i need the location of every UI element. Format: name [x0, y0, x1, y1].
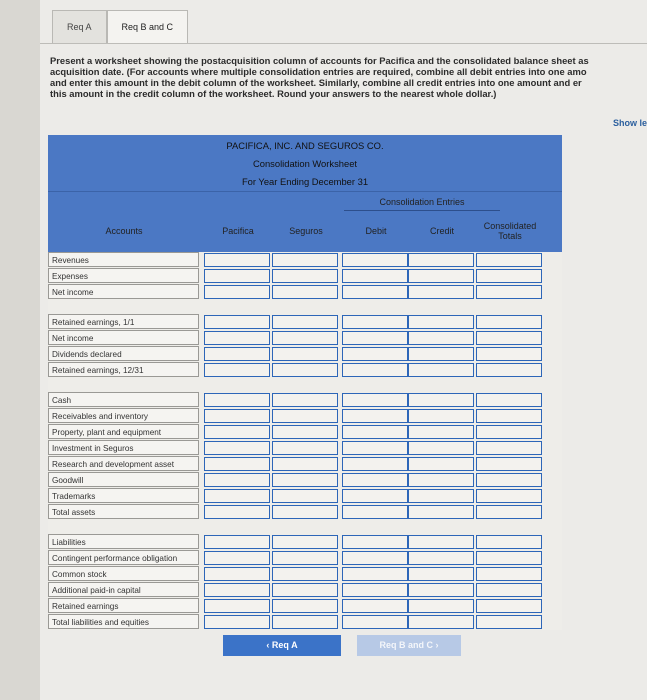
seguros-input[interactable]	[272, 615, 338, 629]
pacifica-input[interactable]	[204, 347, 270, 361]
debit-input[interactable]	[342, 393, 408, 407]
worksheet-subtitle: Consolidation Worksheet	[252, 158, 358, 169]
seguros-input[interactable]	[272, 285, 338, 299]
pacifica-input[interactable]	[204, 551, 270, 565]
credit-input[interactable]	[408, 315, 474, 329]
seguros-input[interactable]	[272, 599, 338, 613]
pacifica-input[interactable]	[204, 489, 270, 503]
pacifica-input[interactable]	[204, 393, 270, 407]
instructions-text: Present a worksheet showing the postacquisition column of accounts for Pacifica and the consolidated balance sheet as acquisition date. (For accounts where multiple consolidation entries are required, combine all debit entries into one amo and enter this amount in the debit column of the worksheet. Similarly, combine all credit entries into one amount and er this amount in the credit column of the worksheet. Round your answers to the nearest whole dollar.)	[50, 55, 589, 99]
worksheet-row	[48, 488, 562, 504]
consolidated-input[interactable]	[476, 285, 542, 299]
consolidated-input[interactable]	[476, 505, 542, 519]
worksheet-row	[48, 614, 562, 630]
pacifica-input[interactable]	[204, 315, 270, 329]
consolidated-input[interactable]	[476, 473, 542, 487]
worksheet-row	[48, 314, 562, 330]
credit-input[interactable]	[408, 615, 474, 629]
account-label: Goodwill	[48, 472, 199, 487]
worksheet-period: For Year Ending December 31	[241, 176, 369, 187]
credit-input[interactable]	[408, 535, 474, 549]
debit-header: Debit	[365, 226, 387, 236]
pacifica-input[interactable]	[204, 269, 270, 283]
account-label: Investment in Seguros	[48, 440, 199, 455]
worksheet-row	[48, 408, 562, 424]
account-label: Research and development asset	[48, 456, 199, 471]
credit-input[interactable]	[408, 457, 474, 471]
section-spacer	[48, 378, 562, 392]
debit-input[interactable]	[342, 253, 408, 267]
account-label: Retained earnings, 12/31	[48, 362, 199, 377]
credit-input[interactable]	[408, 441, 474, 455]
seguros-input[interactable]	[272, 441, 338, 455]
pacifica-input[interactable]	[204, 331, 270, 345]
credit-input[interactable]	[408, 409, 474, 423]
seguros-input[interactable]	[272, 457, 338, 471]
worksheet-row	[48, 252, 562, 268]
consolidated-input[interactable]	[476, 489, 542, 503]
debit-input[interactable]	[342, 457, 408, 471]
credit-input[interactable]	[408, 473, 474, 487]
consolidated-input[interactable]	[476, 393, 542, 407]
credit-input[interactable]	[408, 425, 474, 439]
account-label: Receivables and inventory	[48, 408, 199, 423]
pacifica-input[interactable]	[204, 441, 270, 455]
debit-input[interactable]	[342, 409, 408, 423]
account-label: Property, plant and equipment	[48, 424, 199, 439]
consolidated-input[interactable]	[476, 409, 542, 423]
pacifica-header: Pacifica	[222, 226, 254, 236]
section-spacer	[48, 300, 562, 314]
worksheet-row	[48, 268, 562, 284]
accounts-header: Accounts	[105, 226, 143, 236]
consolidation-worksheet	[48, 135, 562, 630]
seguros-input[interactable]	[272, 425, 338, 439]
section-spacer	[48, 520, 562, 534]
account-label: Common stock	[48, 566, 199, 581]
worksheet-row	[48, 330, 562, 346]
pacifica-input[interactable]	[204, 473, 270, 487]
seguros-input[interactable]	[272, 409, 338, 423]
worksheet-row	[48, 440, 562, 456]
tab-req-b-and-c[interactable]: Req B and C	[107, 10, 189, 44]
page	[40, 0, 647, 700]
consolidated-input[interactable]	[476, 269, 542, 283]
credit-input[interactable]	[408, 331, 474, 345]
seguros-input[interactable]	[272, 347, 338, 361]
pacifica-input[interactable]	[204, 409, 270, 423]
account-label: Retained earnings	[48, 598, 199, 613]
tab-bar	[52, 10, 188, 44]
credit-header: Credit	[429, 226, 454, 236]
pacifica-input[interactable]	[204, 363, 270, 377]
consolidated-input[interactable]	[476, 347, 542, 361]
seguros-input[interactable]	[272, 315, 338, 329]
worksheet-row	[48, 566, 562, 582]
worksheet-row	[48, 504, 562, 520]
pacifica-input[interactable]	[204, 425, 270, 439]
credit-input[interactable]	[408, 599, 474, 613]
pacifica-input[interactable]	[204, 535, 270, 549]
worksheet-row	[48, 534, 562, 550]
account-label: Retained earnings, 1/1	[48, 314, 199, 329]
credit-input[interactable]	[408, 269, 474, 283]
worksheet-title-block	[48, 135, 562, 191]
debit-input[interactable]	[342, 331, 408, 345]
consolidated-input[interactable]	[476, 331, 542, 345]
seguros-input[interactable]	[272, 551, 338, 565]
consolidated-input[interactable]	[476, 457, 542, 471]
debit-input[interactable]	[342, 347, 408, 361]
seguros-input[interactable]	[272, 505, 338, 519]
debit-input[interactable]	[342, 615, 408, 629]
account-label: Expenses	[48, 268, 199, 283]
consolidated-input[interactable]	[476, 615, 542, 629]
worksheet-row	[48, 362, 562, 378]
consolidated-input[interactable]	[476, 551, 542, 565]
worksheet-row	[48, 284, 562, 300]
worksheet-row	[48, 392, 562, 408]
debit-input[interactable]	[342, 567, 408, 581]
account-label: Net income	[48, 284, 199, 299]
worksheet-row	[48, 472, 562, 488]
pacifica-input[interactable]	[204, 457, 270, 471]
seguros-input[interactable]	[272, 331, 338, 345]
account-label: Dividends declared	[48, 346, 199, 361]
pacifica-input[interactable]	[204, 253, 270, 267]
seguros-input[interactable]	[272, 269, 338, 283]
seguros-input[interactable]	[272, 473, 338, 487]
worksheet-row	[48, 582, 562, 598]
consolidated-input[interactable]	[476, 567, 542, 581]
debit-input[interactable]	[342, 441, 408, 455]
account-label: Liabilities	[48, 534, 199, 549]
seguros-input[interactable]	[272, 253, 338, 267]
consolidated-input[interactable]	[476, 425, 542, 439]
worksheet-row	[48, 424, 562, 440]
account-label: Total assets	[48, 504, 199, 519]
consolidated-totals-header: Consolidated Totals	[483, 221, 537, 241]
tab-divider	[40, 43, 647, 44]
account-label: Net income	[48, 330, 199, 345]
credit-input[interactable]	[408, 567, 474, 581]
consolidated-input[interactable]	[476, 315, 542, 329]
pacifica-input[interactable]	[204, 567, 270, 581]
pacifica-input[interactable]	[204, 599, 270, 613]
show-less-link[interactable]: Show le	[612, 118, 647, 128]
debit-input[interactable]	[342, 599, 408, 613]
credit-input[interactable]	[408, 583, 474, 597]
consolidated-input[interactable]	[476, 599, 542, 613]
credit-input[interactable]	[408, 285, 474, 299]
seguros-input[interactable]	[272, 393, 338, 407]
worksheet-grid	[48, 252, 562, 630]
debit-input[interactable]	[342, 583, 408, 597]
debit-input[interactable]	[342, 315, 408, 329]
seguros-input[interactable]	[272, 567, 338, 581]
debit-input[interactable]	[342, 363, 408, 377]
consolidated-input[interactable]	[476, 441, 542, 455]
worksheet-company-title: PACIFICA, INC. AND SEGUROS CO.	[226, 140, 384, 151]
credit-input[interactable]	[408, 363, 474, 377]
account-label: Total liabilities and equities	[48, 614, 199, 629]
debit-input[interactable]	[342, 489, 408, 503]
worksheet-row	[48, 598, 562, 614]
worksheet-row	[48, 346, 562, 362]
credit-input[interactable]	[408, 347, 474, 361]
consolidated-input[interactable]	[476, 363, 542, 377]
seguros-input[interactable]	[272, 535, 338, 549]
worksheet-row	[48, 550, 562, 566]
pacifica-input[interactable]	[204, 615, 270, 629]
credit-input[interactable]	[408, 551, 474, 565]
seguros-input[interactable]	[272, 363, 338, 377]
pacifica-input[interactable]	[204, 583, 270, 597]
debit-input[interactable]	[342, 473, 408, 487]
consolidated-input[interactable]	[476, 253, 542, 267]
account-label: Trademarks	[48, 488, 199, 503]
account-label: Cash	[48, 392, 199, 407]
column-header-row	[48, 191, 562, 252]
seguros-input[interactable]	[272, 583, 338, 597]
debit-input[interactable]	[342, 535, 408, 549]
pacifica-input[interactable]	[204, 285, 270, 299]
credit-input[interactable]	[408, 393, 474, 407]
worksheet-row	[48, 456, 562, 472]
credit-input[interactable]	[408, 489, 474, 503]
credit-input[interactable]	[408, 253, 474, 267]
consolidated-input[interactable]	[476, 583, 542, 597]
debit-input[interactable]	[342, 285, 408, 299]
account-label: Contingent performance obligation	[48, 550, 199, 565]
next-req-b-and-c-button[interactable]: Req B and C ›	[357, 635, 461, 656]
seguros-header: Seguros	[289, 226, 323, 236]
debit-input[interactable]	[342, 551, 408, 565]
debit-input[interactable]	[342, 505, 408, 519]
account-label: Additional paid-in capital	[48, 582, 199, 597]
prev-req-a-button[interactable]: ‹ Req A	[223, 635, 341, 656]
credit-input[interactable]	[408, 505, 474, 519]
tab-req-a[interactable]: Req A	[52, 10, 107, 43]
debit-input[interactable]	[342, 425, 408, 439]
account-label: Revenues	[48, 252, 199, 267]
pacifica-input[interactable]	[204, 505, 270, 519]
consolidation-entries-header: Consolidation Entries	[344, 194, 500, 211]
seguros-input[interactable]	[272, 489, 338, 503]
debit-input[interactable]	[342, 269, 408, 283]
consolidated-input[interactable]	[476, 535, 542, 549]
